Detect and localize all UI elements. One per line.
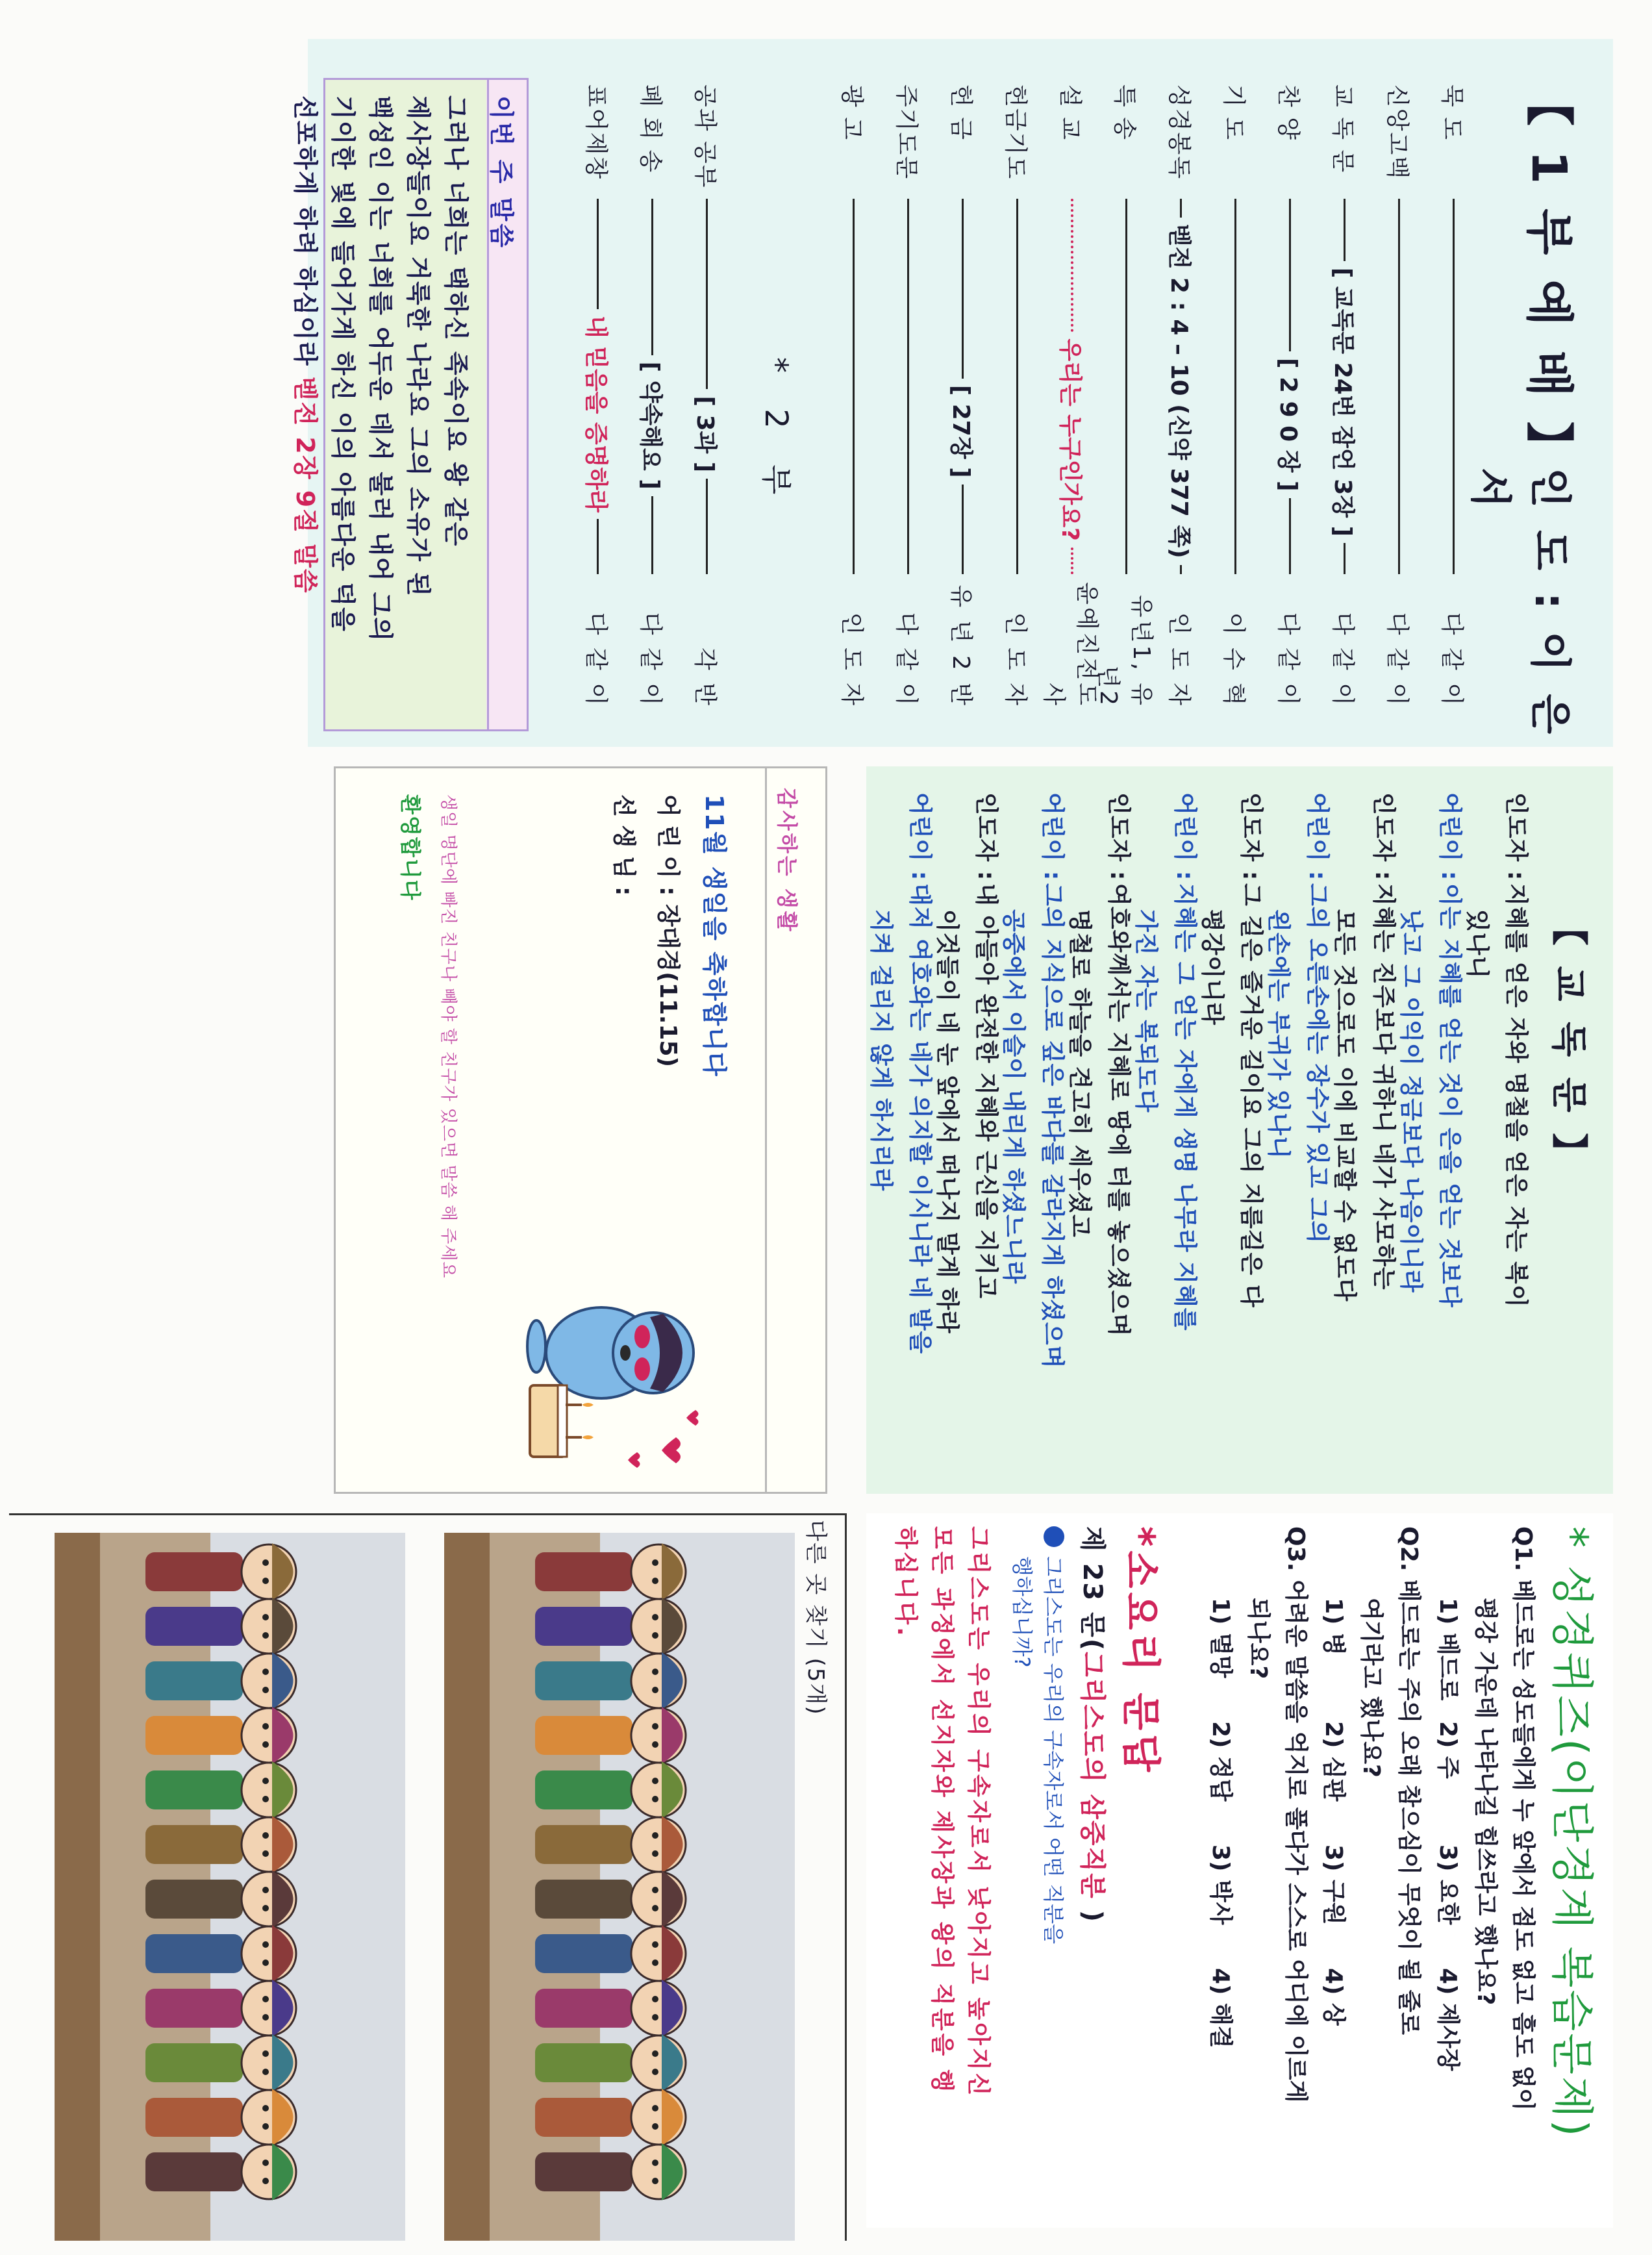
leader-line [1126,199,1128,574]
quiz-option: 3) 박사 [1207,1845,1234,1925]
reading-text-cont: 왼손에는 부귀가 있나니 [1265,909,1292,1159]
character-eye [262,2069,269,2075]
quiz-question-3-block [1201,1526,1314,2228]
birthday-teacher: 선 생 님 : [610,794,637,896]
character-eye [262,2160,269,2166]
order-row [1040,84,1100,708]
reading-speaker: 인도자 : [1238,792,1264,881]
character-eye [262,2050,269,2057]
leader-line [962,485,964,574]
reading-line [1192,792,1270,1481]
character-body [145,1607,243,1646]
quiz-question-1 [1429,1526,1542,2228]
order-detail: [ 27장 ] [947,384,975,478]
verse-line: 기이한 빛에 들어가게 하신 이의 아름다운 덕을 [329,95,357,633]
responsive-reading-panel [866,766,1613,1494]
cat-prefix: 제 23 문( [1077,1526,1107,1652]
character-body [535,2043,632,2082]
reading-text: 지혜는 그 얻는 자에게 생명 나무라 지혜를 [1171,883,1198,1331]
order-row [1213,84,1258,708]
cat-answer-line: 모든 과정에서 선지자와 제사장과 왕의 직분을 행 [929,1526,955,2095]
character-body [145,1880,243,1919]
order-row [886,84,931,708]
character-body [535,1989,632,2028]
order-label: 폐 회 송 [637,84,664,174]
order-label: 묵 도 [1438,84,1466,141]
character-eye [652,2069,658,2075]
order-row [1377,84,1422,708]
character-body [145,1825,243,1864]
order-row [1158,84,1204,708]
quiz-options-3 [1201,1526,1239,2228]
character-eye [262,2123,269,2130]
scene-table [444,1533,490,2241]
character-eye [262,1905,269,1911]
reading-text: 지혜를 얻은 자와 명철을 얻은 자는 복이 [1503,883,1529,1308]
leader-line [1071,199,1073,332]
part2-heading: * 2 부 [758,357,794,508]
spot-picture-bottom [55,1533,405,2241]
order-label: 찬 양 [1275,84,1302,141]
order-row [630,84,675,708]
character-eye [652,1778,658,1784]
character-eye [262,1741,269,1748]
order-row [1268,84,1313,708]
leader-line [597,519,599,574]
quiz-options-2 [1314,1526,1352,2228]
order-person: 각 반 [692,648,719,708]
reading-line [1457,792,1535,1481]
reading-text-cont: 평강이니라 [1199,909,1225,1026]
character-eye [262,1996,269,2002]
reading-speaker: 어린이 : [1304,792,1331,881]
order-person: 유년1, 유년2 [1095,594,1155,708]
character-body [535,1825,632,1864]
reading-line [1126,792,1204,1481]
quiz-option: 2) 심판 [1320,1721,1347,1802]
order-label: 헌 금 [947,84,975,141]
birthday-heading: 11월 생일을 축하합니다 [700,794,729,1077]
catechism-answer [887,1526,996,2215]
character-eye [262,1687,269,1693]
order-detail: [ 교독문 24번 잠언 3장 ] [1329,267,1357,537]
question-text: 여기라고 했나요? [1358,1598,1384,1778]
spot-title: 다른 곳 찾기 (5개) [803,1520,829,1716]
leader-line [1181,565,1183,574]
order-label: 교 독 문 [1329,84,1357,174]
reading-text-cont: 이것들이 네 눈 앞에서 떠나지 말게 하라 [934,909,960,1334]
reading-speaker: 인도자 : [1105,792,1132,881]
order-detail: 내 믿음을 증명하라 [582,315,610,513]
verse-reference: 벧전 2장 9절 말씀 [291,376,319,594]
order-person: 인 도 자 [838,612,866,708]
spot-difference-panel [9,1513,847,2241]
character-eye [262,1832,269,1839]
character-eye [652,1614,658,1620]
worship-order-panel [291,39,1613,747]
character-eye [262,2178,269,2184]
order-label: 헌금기도 [1002,84,1029,181]
order-person: 윤예진전도사 [1040,582,1100,708]
leader-line [652,496,654,574]
order-row [995,84,1040,708]
leader-line [1453,199,1455,574]
order-person: 다 같 이 [1438,612,1466,708]
order-detail: [ 3과 ] [692,396,719,473]
leader-line [1399,199,1401,574]
leader-line [652,199,654,355]
birthday-request-note: 생일 명단에 빠진 친구나 빼야 할 친구가 있으면 말씀 해 주세요 [438,794,458,1279]
verse-line: 제사장들이요 거룩한 나라요 그의 소유가 된 [404,95,432,598]
reading-line [1325,792,1403,1481]
leader-line [1344,543,1346,574]
order-label: 표어제창 [582,84,610,181]
character-eye [652,1687,658,1693]
character-body [535,1770,632,1809]
cat-answer-line: 하십니다. [892,1526,919,1639]
order-row [1095,84,1155,708]
reading-text-cont: 낫고 그 이익이 정금보다 나음이니라 [1397,909,1424,1293]
order-person: 인 도 자 [1166,612,1193,708]
question-text: 평강 가운데 나타나길 힘쓰라고 했나요? [1472,1598,1499,2006]
character-body [145,1989,243,2028]
reading-speaker: 어린이 : [1039,792,1066,881]
reading-speaker: 인도자 : [1503,792,1529,881]
character-eye [652,1959,658,1966]
order-row [1431,84,1477,708]
character-eye [262,1723,269,1730]
question-text: Q2. 베드로는 주의 오래 참으심이 무엇이 될 줄로 [1395,1526,1422,2035]
order-detail: 우리는 누구인가요? [1057,338,1084,541]
reading-line [1060,792,1138,1481]
leader-line [707,479,708,574]
thanksgiving-panel [334,766,827,1494]
bullet-icon [1044,1526,1064,1547]
order-detail: 벧전 2 : 4 – 10 (신약 377 쪽) [1166,223,1193,559]
quiz-option: 3) 요한 [1434,1845,1461,1925]
order-person: 다 같 이 [1275,612,1302,708]
quiz-options-2-row [1314,1526,1352,2228]
reading-text: 지혜는 진주보다 귀하니 네가 사모하는 [1370,883,1397,1291]
order-person: 이 수 혁 [1220,612,1247,708]
verse-line [286,95,324,714]
character-eye [262,1578,269,1584]
kid-label: 어 린 이 : [655,794,681,904]
quiz-option: 2) 정답 [1207,1721,1234,1802]
leader-line [908,199,910,574]
reading-speaker: 인도자 : [1370,792,1397,881]
order-row [940,84,986,708]
reading-text-cont: 있나니 [1464,909,1490,979]
character-eye [262,1850,269,1857]
character-eye [262,1614,269,1620]
question-text: 되나요? [1245,1598,1271,1680]
thanks-title: 감사하는 생활 [775,788,799,934]
leader-line [707,199,708,389]
quiz-option: 1) 멸망 [1207,1598,1234,1678]
character-body [145,1552,243,1591]
order-person: 유 년 2 반 [947,585,975,708]
weekly-verse-box [291,78,529,731]
order-detail: [ 약속해요 ] [637,361,664,490]
character-eye [652,2105,658,2111]
reading-speaker: 인도자 : [973,792,999,881]
welcome-text: 환영합니다 [398,794,423,901]
character-body [535,2098,632,2137]
catechism-title: *소요리 문답 [1118,1526,1163,1776]
verse-line: 그러나 너희는 택하신 족속이요 왕 같은 [442,95,470,548]
character-eye [652,2050,658,2057]
character-eye [262,1778,269,1784]
reading-title: 【 교 독 문 】 [1547,909,1590,1174]
worship-leader: 인 도 : 이 은 서 [1466,468,1573,738]
order-row [1322,84,1368,708]
reading-line [1391,792,1469,1481]
divider [765,768,767,1492]
quiz-option: 4) 제사장 [1434,1968,1461,2071]
cat-answer-line: 그리스도는 우리의 구속자로서 낮아지고 높아지신 [965,1526,992,2098]
character-body [535,1880,632,1919]
character-body [145,1770,243,1809]
order-person: 다 같 이 [1329,612,1357,708]
order-label: 주기도문 [893,84,920,181]
leader-line [1290,498,1292,575]
order-person: 다 같 이 [582,612,610,708]
leader-line [1017,199,1019,574]
character-eye [262,1632,269,1639]
character-eye [652,1723,658,1730]
worship-title: 【 1 부 예 배 】 [1521,78,1577,473]
reading-text: 그 길은 즐거운 길이요 그의 지름길은 다 [1238,883,1264,1308]
cat-suffix: ) [1077,1899,1107,1923]
quiz-option: 2) 주 [1434,1721,1461,1779]
reading-line [927,792,1005,1481]
character-eye [652,1578,658,1584]
birthday-kid [653,794,686,1067]
reading-text-cont: 공중에서 이슬이 내리게 하셨느니라 [1000,909,1027,1285]
leader-line [1071,548,1073,574]
question-text: Q3. 어려운 말씀을 억지로 풀다가 스스로 어디에 이르게 [1283,1526,1309,2103]
character-eye [262,1887,269,1893]
order-person: 다 같 이 [893,612,920,708]
quiz-title: * 성경퀴즈(이단경계 복습문제) [1547,1526,1597,2139]
character-eye [652,1796,658,1802]
verse-line: 백성인 이는 너희를 어두운 데서 불러 내어 그의 [366,95,395,643]
character-body [145,1934,243,1973]
leader-line [962,199,964,379]
order-label: 신앙고백 [1384,84,1411,181]
quiz-option: 4) 해결 [1207,1968,1234,2048]
character-eye [652,1996,658,2002]
order-label: 성경봉독 [1166,84,1193,181]
reading-text: 그의 지식으로 깊은 바다를 갈라지게 하셨으며 [1039,883,1066,1369]
leader-line [1181,199,1183,218]
character-eye [262,1559,269,1566]
character-body [535,1934,632,1973]
character-body [535,1607,632,1646]
order-label: 설 교 [1057,84,1084,141]
quiz-option: 1) 베드로 [1434,1598,1461,1701]
scene-table [55,1533,100,2241]
character-eye [652,2123,658,2130]
order-label: 특 송 [1111,84,1138,141]
character-eye [262,1959,269,1966]
character-eye [262,1669,269,1675]
character-body [535,1661,632,1700]
reading-speaker: 어린이 : [907,792,933,881]
character-eye [262,2105,269,2111]
quiz-option: 1) 병 [1320,1598,1347,1656]
divider [487,80,489,729]
order-row [575,84,621,708]
order-label: 공과 공부 [692,84,719,189]
reading-text: 그의 오른손에는 장수가 있고 그의 [1304,883,1331,1244]
character-eye [652,1941,658,1948]
order-person: 다 같 이 [637,612,664,708]
character-body [145,1716,243,1755]
character-eye [262,2014,269,2021]
quiz-option: 4) 상 [1320,1968,1347,2026]
leader-line [853,199,855,574]
character-eye [652,1632,658,1639]
reading-text: 대저 여호와는 네가 의지할 이시니라 네 발을 [907,883,933,1355]
character-eye [652,2178,658,2184]
cat-topic: 그리스도의 삼중직분 [1077,1652,1107,1900]
kid-value: 장대경(11.15) [655,903,681,1067]
character-eye [652,1905,658,1911]
character-eye [652,1850,658,1857]
character-eye [652,2014,658,2021]
reading-text: 내 아들아 완전한 지혜와 근신을 지키고 [973,883,999,1300]
reading-line [1258,792,1336,1481]
spot-picture-top [444,1533,795,2241]
order-row [684,84,730,708]
question-text: Q1. 베드로는 성도들에게 누 앞에서 점도 없고 흠도 없이 [1510,1526,1536,2111]
quiz-question-2 [1352,1526,1427,2228]
reading-text-cont: 모든 것으로도 이에 비교할 수 없도다 [1331,909,1358,1302]
order-label: 기 도 [1220,84,1247,141]
character-body [145,1661,243,1700]
order-person: 다 같 이 [1384,612,1411,708]
character-eye [652,1887,658,1893]
order-detail: [ 2 9 0 장 ] [1275,358,1302,492]
character-body [145,2098,243,2137]
character-eye [262,1796,269,1802]
character-eye [652,1832,658,1839]
quiz-option: 3) 구원 [1320,1845,1347,1925]
reading-text: 이는 지혜를 얻는 것이 은을 얻는 것보다 [1436,883,1463,1308]
reading-line [994,792,1071,1481]
order-person: 인 도 자 [1002,612,1029,708]
bible-quiz-panel [866,1513,1613,2228]
weekly-verse-text [291,80,486,729]
leader-line [1235,199,1237,574]
cat-bullet-text: 그리스도는 우리의 구속자로서 어떤 직분을 [1041,1556,1066,1945]
character-body [535,2152,632,2191]
character-eye [652,1669,658,1675]
character-eye [652,1741,658,1748]
catechism-question [1076,1526,1113,1923]
character-eye [262,1941,269,1948]
character-body [145,2152,243,2191]
reading-speaker: 어린이 : [1436,792,1463,881]
character-body [535,1716,632,1755]
cat-bullet-line [1038,1526,1069,1944]
order-row [831,84,877,708]
leader-line [1344,199,1346,261]
character-eye [652,2160,658,2166]
verse-text: 선포하게 하려 하심이라 [291,95,319,377]
quiz-options-1 [1429,1526,1466,2228]
character-eye [652,1559,658,1566]
bear-cake-illustration [501,1275,715,1483]
reading-text-cont: 가진 자는 복되도다 [1133,909,1159,1113]
order-label: 광 고 [838,84,866,141]
leader-line [597,199,599,309]
weekly-verse-heading: 이번 주 말씀 [487,95,516,250]
reading-line [861,792,939,1481]
reading-text-cont: 지켜 걸리지 않게 하시리라 [868,909,894,1192]
character-body [535,1552,632,1591]
reading-text-cont: 명철로 하늘을 견고히 세우셨고 [1066,909,1093,1238]
cat-bullet-line: 행하십니까? [1010,1556,1034,1668]
catechism-bullet [1007,1526,1069,1944]
reading-speaker: 어린이 : [1171,792,1198,881]
reading-text: 여호와께서는 지혜로 땅에 터를 놓으셨으며 [1105,883,1132,1337]
character-body [145,2043,243,2082]
leader-line [1290,199,1292,351]
